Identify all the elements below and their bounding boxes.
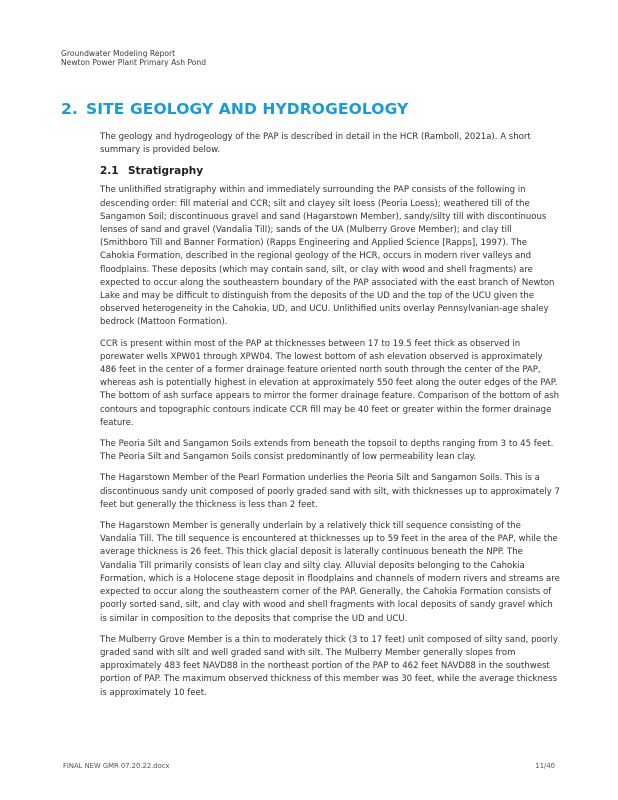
paragraph-hagarstown-member: The Hagarstown Member of the Pearl Formation underlies the Peoria Silt and Sangamon Soils. This is a discontinuous sandy unit composed of poorly graded sand with silt, with thicknesses up to approximately 7 feet but generally the thickness is less than 2 feet. [100,473,560,510]
footer-filename: FINAL NEW GMR 07.20.22.docx [63,762,170,770]
running-header [61,49,206,67]
paragraph-mulberry-grove: The Mulberry Grove Member is a thin to moderately thick (3 to 17 feet) unit composed of silty sand, poorly graded sand with silt and well graded sand with silt. The Mulberry Member generally slopes from approximately 483 feet NAVD88 in the northeast portion of the PAP to 462 feet NAVD88 in the southwest portion of PAP. The maximum observed thickness of this member was 30 feet, while the average thickness is approximately 10 feet. [100,634,558,698]
paragraph-ccr-thickness: CCR is present within most of the PAP at thicknesses between 17 to 19.5 feet thick as observed in porewater wells XPW01 through XPW04. The lowest bottom of ash elevation observed is approximately 486 feet in the center of a former drainage feature oriented north south through the center of the PAP, whereas ash is potentially highest in elevation at approximately 550 feet along the outer edges of the PAP. The bottom of ash surface appears to mirror the former drainage feature. Comparison of the bottom of ash contours and topographic contours indicate CCR fill may be 40 feet or greater within the former drainage feature. [100,338,560,428]
chapter-number: 2. [61,100,78,118]
paragraph-vandalia-till: The Hagarstown Member is generally underlain by a relatively thick till sequence consisting of the Vandalia Till. The till sequence is encountered at thicknesses up to 59 feet in the area of the PAP, while the average thickness is 26 feet. This thick glacial deposit is laterally continuous beneath the NPP. The Vandalia Till primarily consists of lean clay and silty clay. Alluvial deposits belonging to the Cahokia Formation, which is a Holocene stage deposit in floodplains and channels of modern rivers and streams are expected to occur along the southeastern corner of the PAP. Generally, the Cahokia Formation consists of poorly sorted sand, silt, and clay with wood and shell fragments with local deposits of sandy gravel which is similar in composition to the deposits that comprise the UD and UCU. [100,521,560,624]
intro-paragraph: The geology and hydrogeology of the PAP is described in detail in the HCR (Ramboll, 2021a). A short summary is provided below. [100,132,531,156]
section-title: Stratigraphy [128,165,204,178]
section-heading [100,165,560,177]
section-number: 2.1 [100,165,119,178]
paragraph-stratigraphy-overview: The unlithified stratigraphy within and immediately surrounding the PAP consists of the following in descending order: fill material and CCR; silt and clayey silt loess (Peoria Loess); weathered till of the Sangamon Soil; discontinuous gravel and sand (Hagarstown Member), sandy/silty till with discontinuous lenses of sand and gravel (Vandalia Till); sands of the UA (Mulberry Grove Member); and clay till (Smithboro Till and Banner Formation) (Rapps Engineering and Applied Science [Rapps], 1997). The Cahokia Formation, described in the regional geology of the HCR, occurs in modern river valleys and floodplains. These deposits (which may contain sand, silt, or clay with wood and shell fragments) are expected to occur along the southeastern boundary of the PAP associated with the east branch of Newton Lake and may be difficult to distinguish from the deposits of the UD and the top of the UCU given the observed heterogeneity in the Cahokia, UD, and UCU. Unlithified units overlay Pennsylvanian-age shaley bedrock (Mattoon Formation). [100,185,555,328]
page-footer [63,762,558,770]
page-number: 11/40 [535,762,555,770]
chapter-title-text: SITE GEOLOGY AND HYDROGEOLOGY [86,100,409,118]
header-site-name: Newton Power Plant Primary Ash Pond [61,58,207,67]
chapter-title [61,100,408,118]
paragraph-peoria-silt: The Peoria Silt and Sangamon Soils extends from beneath the topsoil to depths ranging from 3 to 45 feet. The Peoria Silt and Sangamon Soils consist predominantly of low permeability lean clay. [100,439,554,463]
body-content [100,131,560,708]
header-report-title: Groundwater Modeling Report [61,49,176,58]
